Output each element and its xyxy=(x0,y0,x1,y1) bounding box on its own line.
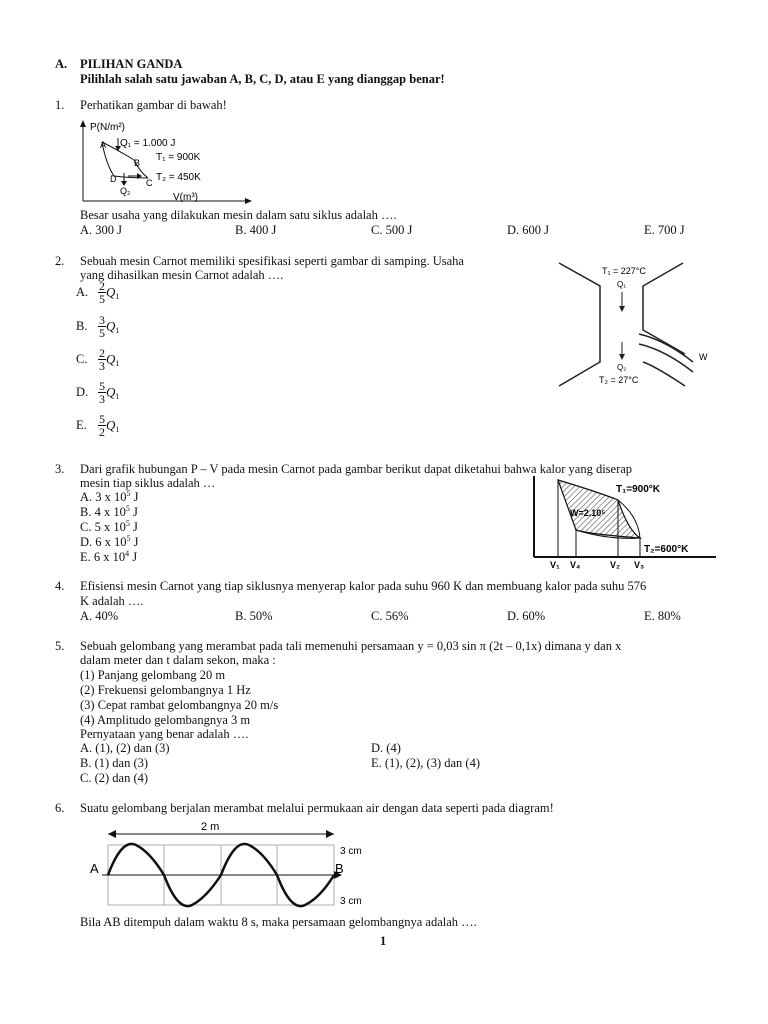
q3-option-e[interactable] xyxy=(80,549,137,565)
q3-v3-label: V₃ xyxy=(634,560,645,570)
q5-option-e[interactable]: E. (1), (2), (3) dan (4) xyxy=(371,756,480,770)
q4-option-d[interactable]: D. 60% xyxy=(507,609,546,623)
q4-number: 4. xyxy=(55,579,65,593)
q3-option-b[interactable] xyxy=(80,504,138,520)
q2-option-a-sub: 1 xyxy=(115,291,120,301)
q3-option-c-unit: J xyxy=(132,520,138,535)
q1-option-d[interactable]: D. 600 J xyxy=(507,223,550,237)
q1-text: Perhatikan gambar di bawah! xyxy=(80,98,227,112)
q1-point-d: D xyxy=(110,174,117,184)
q3-line1: Dari grafik hubungan P – V pada mesin Carnot pada gambar berikut dapat diketahui bahwa kalor yang diserap xyxy=(80,462,633,476)
q5-statement-2: (2) Frekuensi gelombangnya 1 Hz xyxy=(80,683,251,697)
q5-line1: Sebuah gelombang yang merambat pada tali memenuhi persamaan y = 0,03 sin π (2t – 0,1x) dimana y dan x xyxy=(80,639,622,653)
q6-text: Suatu gelombang berjalan merambat melalui permukaan air dengan data seperti pada diagram! xyxy=(80,801,554,815)
q5-number: 5. xyxy=(55,639,65,653)
q3-v2-label: V₂ xyxy=(610,560,621,570)
q4-option-a[interactable]: A. 40% xyxy=(80,609,119,623)
q3-option-e-unit: J xyxy=(132,550,138,565)
q5-statement-3: (3) Cepat rambat gelombangnya 20 m/s xyxy=(80,698,279,712)
q1-option-c[interactable]: C. 500 J xyxy=(371,223,413,237)
q4-line2: K adalah …. xyxy=(80,594,144,608)
q2-q2-label: Q₂ xyxy=(617,363,627,372)
q3-option-d-exp: 5 xyxy=(126,534,131,543)
q6-length-label: 2 m xyxy=(201,821,220,833)
q2-option-e-sub: 1 xyxy=(115,424,120,434)
q2-carnot-engine-diagram xyxy=(555,258,720,393)
q5-option-c[interactable]: C. (2) dan (4) xyxy=(80,771,149,785)
q3-option-a-label: A. xyxy=(80,490,93,505)
q3-option-a-base: 3 x 10 xyxy=(95,490,127,505)
q2-option-a-num: 2 xyxy=(99,279,105,293)
q3-pv-carnot-graph xyxy=(528,470,718,570)
q2-option-c-label: C. xyxy=(76,352,88,366)
q3-option-a-unit: J xyxy=(133,490,139,505)
q3-t2-label: T₂=600°K xyxy=(644,544,689,555)
q2-t2-label: T₂ = 27°C xyxy=(599,375,639,385)
q4-line1: Efisiensi mesin Carnot yang tiap siklusnya menyerap kalor pada suhu 960 K dan membuang kalor pada suhu 576 xyxy=(80,579,647,593)
q5-option-d[interactable]: D. (4) xyxy=(371,741,401,755)
q2-q1-label: Q₁ xyxy=(617,280,626,289)
q5-line2: dalam meter dan t dalam sekon, maka : xyxy=(80,653,276,667)
q2-option-b-label: B. xyxy=(76,319,88,333)
q3-option-e-label: E. xyxy=(80,550,91,565)
q2-option-b[interactable] xyxy=(76,314,119,339)
q3-v4-label: V₄ xyxy=(570,560,581,570)
q2-option-a-fraction xyxy=(98,280,106,305)
q4-option-b[interactable]: B. 50% xyxy=(235,609,273,623)
q2-option-b-num: 3 xyxy=(99,313,105,327)
section-letter: A. xyxy=(55,57,68,71)
q1-option-b[interactable]: B. 400 J xyxy=(235,223,277,237)
q2-option-e-symbol: Q xyxy=(106,417,116,433)
q2-option-c-den: 3 xyxy=(99,359,105,373)
q2-option-d-den: 3 xyxy=(99,392,105,406)
q2-option-d[interactable] xyxy=(76,380,119,405)
q3-option-d-label: D. xyxy=(80,535,93,550)
q6-amplitude-bottom: 3 cm xyxy=(340,896,362,907)
q5-option-b[interactable]: B. (1) dan (3) xyxy=(80,756,149,770)
q4-option-c[interactable]: C. 56% xyxy=(371,609,409,623)
page-number: 1 xyxy=(380,934,387,948)
q2-option-b-symbol: Q xyxy=(106,318,116,334)
q4-option-e[interactable]: E. 80% xyxy=(644,609,681,623)
q5-statement-1: (1) Panjang gelombang 20 m xyxy=(80,668,226,682)
section-instruction: Pilihlah salah satu jawaban A, B, C, D, atau E yang dianggap benar! xyxy=(80,72,445,86)
q3-option-c-base: 5 x 10 xyxy=(94,520,126,535)
q3-number: 3. xyxy=(55,462,65,476)
q2-option-d-sub: 1 xyxy=(115,391,120,401)
q1-text2: Besar usaha yang dilakukan mesin dalam satu siklus adalah …. xyxy=(80,208,397,222)
q2-option-e[interactable] xyxy=(76,413,119,438)
q3-option-e-exp: 4 xyxy=(125,549,130,558)
q2-number: 2. xyxy=(55,254,65,268)
q5-prompt: Pernyataan yang benar adalah …. xyxy=(80,727,249,741)
q2-option-b-den: 5 xyxy=(99,326,105,340)
q2-option-c-fraction xyxy=(98,347,106,372)
q5-option-a[interactable]: A. (1), (2) dan (3) xyxy=(80,741,170,755)
q2-option-a-den: 5 xyxy=(99,292,105,306)
q3-option-a[interactable] xyxy=(80,489,139,505)
q1-option-a[interactable]: A. 300 J xyxy=(80,223,123,237)
q3-option-c[interactable] xyxy=(80,519,138,535)
q3-option-b-label: B. xyxy=(80,505,92,520)
q3-option-b-base: 4 x 10 xyxy=(94,505,126,520)
q1-heat-out-label: Q₂ xyxy=(120,186,131,196)
q2-option-c[interactable] xyxy=(76,347,119,372)
q3-option-a-exp: 5 xyxy=(126,489,131,498)
section-title: PILIHAN GANDA xyxy=(80,57,183,71)
q1-number: 1. xyxy=(55,98,65,112)
q2-option-a[interactable] xyxy=(76,280,119,305)
q3-option-c-exp: 5 xyxy=(125,519,130,528)
q3-option-b-exp: 5 xyxy=(125,504,130,513)
q2-option-b-sub: 1 xyxy=(115,325,120,335)
q1-option-e[interactable]: E. 700 J xyxy=(644,223,685,237)
q6-number: 6. xyxy=(55,801,65,815)
q3-line2: mesin tiap siklus adalah … xyxy=(80,476,216,490)
q1-t1-label: T₁ = 900K xyxy=(156,152,201,163)
q1-pv-diagram xyxy=(78,118,278,208)
q3-v1-label: V₁ xyxy=(550,560,560,570)
q3-work-label: W=2.10⁵ xyxy=(570,508,606,518)
q2-option-a-label: A. xyxy=(76,285,89,299)
q2-option-e-label: E. xyxy=(76,418,87,432)
q2-work-label: W xyxy=(699,352,708,362)
q6-amplitude-top: 3 cm xyxy=(340,846,362,857)
q3-option-b-unit: J xyxy=(132,505,138,520)
q6-text2: Bila AB ditempuh dalam waktu 8 s, maka persamaan gelombangnya adalah …. xyxy=(80,915,477,929)
q3-option-d-base: 6 x 10 xyxy=(95,535,127,550)
q1-t2-label: T₂ = 450K xyxy=(156,172,201,183)
q6-point-a: A xyxy=(90,861,99,876)
q2-option-c-sub: 1 xyxy=(115,358,120,368)
q2-option-a-symbol: Q xyxy=(106,284,116,300)
q1-y-axis-label: P(N/m²) xyxy=(90,122,125,133)
q2-option-d-label: D. xyxy=(76,385,89,399)
q2-line2: yang dihasilkan mesin Carnot adalah …. xyxy=(80,268,284,282)
q1-point-c: C xyxy=(146,178,153,188)
q1-x-axis-label: V(m³) xyxy=(173,192,198,203)
q2-option-e-den: 2 xyxy=(99,425,105,439)
q1-point-b: B xyxy=(134,158,141,168)
q6-point-b: B xyxy=(335,861,344,876)
q2-option-d-fraction xyxy=(98,380,106,405)
q2-t1-label: T₁ = 227°C xyxy=(602,266,646,276)
q2-option-e-fraction xyxy=(98,413,106,438)
q3-t1-label: T₁=900°K xyxy=(616,484,660,495)
q2-option-d-num: 5 xyxy=(99,379,105,393)
q3-option-e-base: 6 x 10 xyxy=(93,550,126,565)
q1-point-a: A xyxy=(100,140,107,150)
q3-option-c-label: C. xyxy=(80,520,92,535)
q2-option-d-symbol: Q xyxy=(106,384,116,400)
q2-option-c-num: 2 xyxy=(99,346,105,360)
q2-option-e-num: 5 xyxy=(99,412,105,426)
q2-option-b-fraction xyxy=(98,314,106,339)
q2-line1: Sebuah mesin Carnot memiliki spesifikasi seperti gambar di samping. Usaha xyxy=(80,254,464,268)
q6-wave-diagram xyxy=(88,818,388,914)
q1-heat-in-label: Q₁ = 1.000 J xyxy=(120,138,176,149)
q3-option-d-unit: J xyxy=(133,535,139,550)
q5-statement-4: (4) Amplitudo gelombangnya 3 m xyxy=(80,713,251,727)
q2-option-c-symbol: Q xyxy=(106,351,116,367)
q3-option-d[interactable] xyxy=(80,534,139,550)
